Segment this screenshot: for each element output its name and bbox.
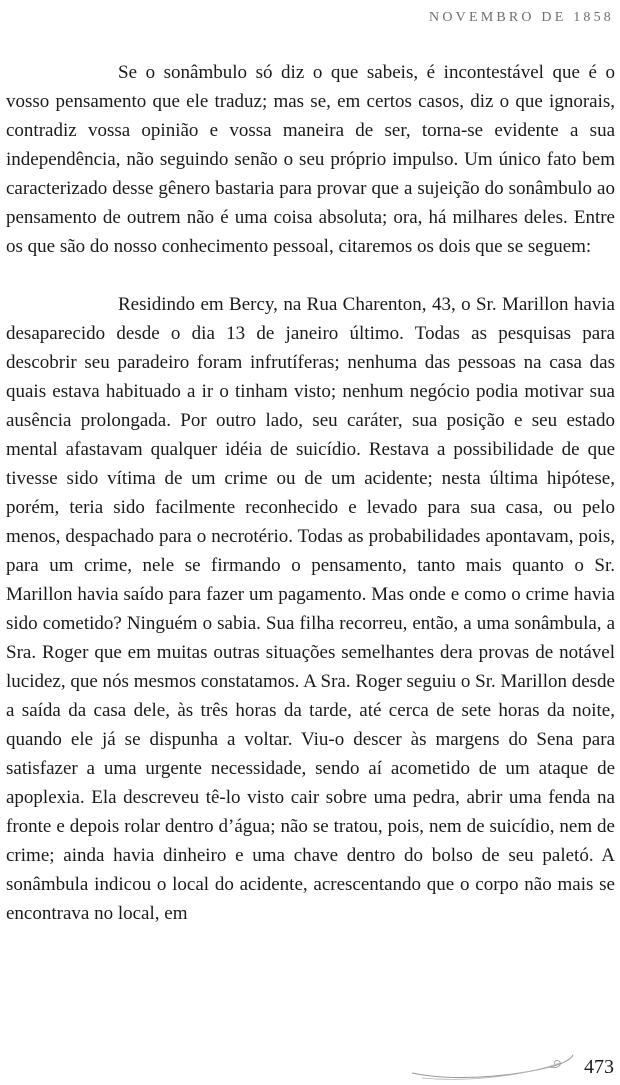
flourish-ornament-icon [410,1051,575,1081]
running-header: NOVEMBRO DE 1858 [429,10,614,25]
body-text [6,58,615,928]
paragraph-2: Residindo em Bercy, na Rua Charenton, 43, o Sr. Marillon havia desaparecido desde o dia 13 de janeiro último. Todas as pesquisas para descobrir seu paradeiro foram infrutíferas; nenhuma das pessoas na casa das quais estava habituado a ir o tinham visto; nenhum negócio podia motivar sua ausência prolongada. Por outro lado, seu caráter, sua posição e seu estado mental afastavam qualquer idéia de suicídio. Restava a possibilidade de que tivesse sido vítima de um crime ou de um acidente; nesta última hipótese, porém, teria sido facilmente reconhecido e levado para sua casa, ou pelo menos, despachado para o necrotério. Todas as probabilidades apontavam, pois, para um crime, nele se firmando o pensamento, tanto mais quanto o Sr. Marillon havia saído para fazer um pagamento. Mas onde e como o crime havia sido cometido? Ninguém o sabia. Sua filha recorreu, então, a uma sonâmbula, a Sra. Roger que em muitas outras situações semelhantes dera provas de notável lucidez, que nós mesmos constatamos. A Sra. Roger seguiu o Sr. Marillon desde a saída da casa dele, às três horas da tarde, até cerca de sete horas da noite, quando ele já se dispunha a voltar. Viu-o descer às margens do Sena para satisfazer a uma urgente necessidade, sendo aí acometido de um ataque de apoplexia. Ela descreveu tê-lo visto cair sobre uma pedra, abrir uma fenda na fronte e depois rolar dentro d’água; não se tratou, pois, nem de suicídio, nem de crime; ainda havia dinheiro e uma chave dentro do bolso de seu paletó. A sonâmbula indicou o local do acidente, acrescentando que o corpo não mais se encontrava no local, em [6,294,615,924]
paragraph-1: Se o sonâmbulo só diz o que sabeis, é incontestável que é o vosso pensamento que ele traduz; mas se, em certos casos, diz o que ignorais, contradiz vossa opinião e vossa maneira de ser, torna-se evidente a sua independência, não seguindo senão o seu próprio impulso. Um único fato bem caracterizado desse gênero bastaria para provar que a sujeição do sonâmbulo ao pensamento de outrem não é uma coisa absoluta; ora, há milhares deles. Entre os que são do nosso conhecimento pessoal, citaremos os dois que se seguem: [6,62,615,257]
page-footer [0,1045,620,1085]
page-number: 473 [584,1056,614,1078]
